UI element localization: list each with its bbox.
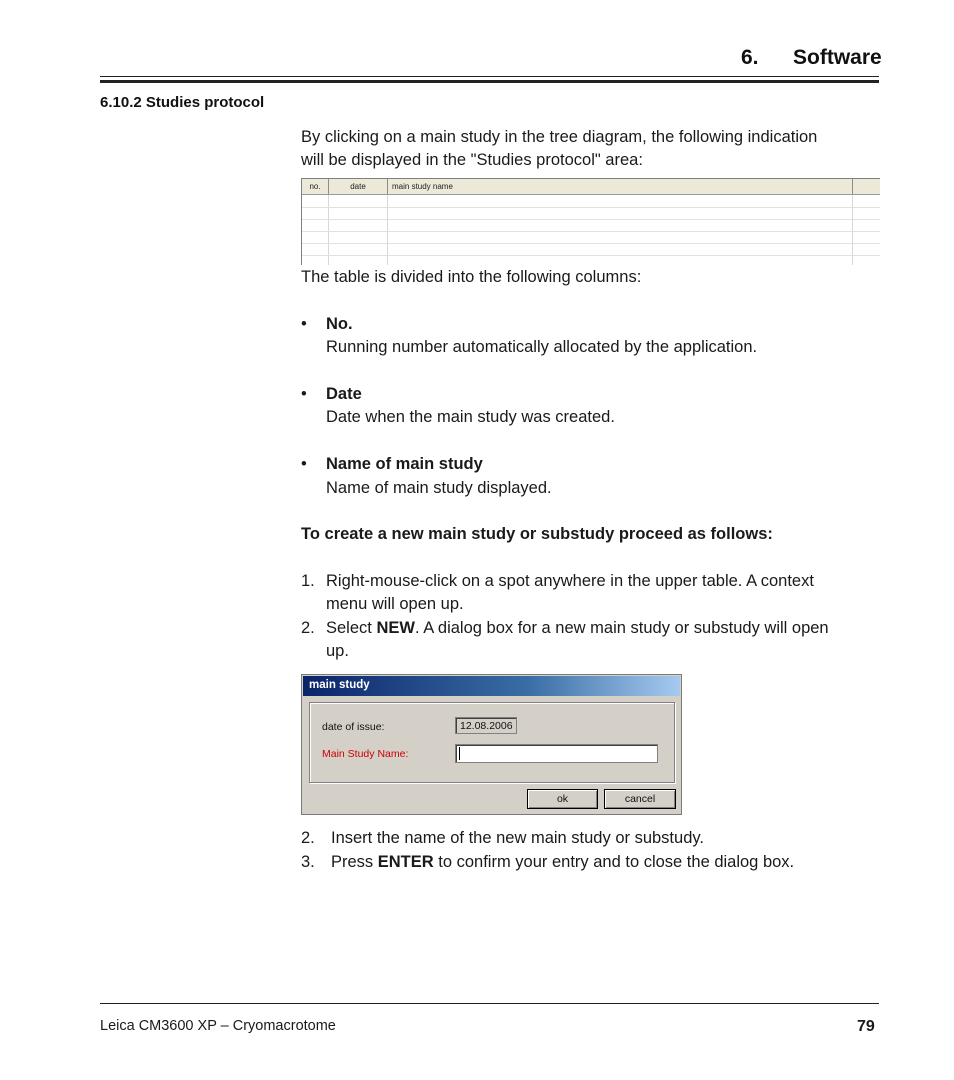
cancel-button[interactable]: cancel — [604, 789, 676, 809]
columns-intro: The table is divided into the following columns: — [301, 268, 642, 286]
bullet-title-name: Name of main study — [326, 455, 483, 473]
bullet-desc-no: Running number automatically allocated by the application. — [326, 338, 758, 356]
step-text — [331, 851, 879, 874]
intro-line-1: By clicking on a main study in the tree diagram, the following indication — [301, 128, 818, 146]
table-row[interactable] — [302, 219, 880, 220]
main-study-dialog — [301, 674, 682, 815]
date-of-issue-label: date of issue: — [322, 721, 385, 733]
main-study-name-label: Main Study Name: — [322, 748, 409, 760]
bullet-title-no: No. — [326, 315, 353, 333]
bullet-name: • — [301, 455, 307, 473]
step-keyword-new: NEW — [376, 619, 415, 637]
step-text-pre: Select — [326, 619, 377, 637]
step-text — [326, 617, 874, 663]
column-header-blank — [853, 179, 880, 194]
section-title: 6.10.2 Studies protocol — [100, 94, 265, 111]
dialog-field-group — [309, 702, 675, 783]
step-line: menu will open up. — [326, 595, 464, 613]
page-number: 79 — [857, 1018, 875, 1035]
dialog-title: main study — [309, 679, 370, 691]
footer-divider — [100, 1003, 879, 1004]
intro-paragraph — [301, 126, 881, 172]
chapter-title: Software — [793, 46, 882, 69]
footer-text: Leica CM3600 XP – Cryomacrotome — [100, 1018, 336, 1034]
step-text: Insert the name of the new main study or substudy. — [331, 829, 704, 847]
step-number: 2. — [301, 619, 315, 637]
bullet-date: • — [301, 385, 307, 403]
table-row[interactable] — [302, 255, 880, 256]
step-line: up. — [326, 642, 349, 660]
step-text-pre: Press — [331, 853, 378, 871]
step-text-post: to confirm your entry and to close the dialog box. — [433, 853, 795, 871]
step-text-post: . A dialog box for a new main study or substudy will open — [414, 619, 829, 637]
step-text — [326, 570, 874, 616]
column-header-no[interactable]: no. — [302, 179, 329, 194]
procedure-title: To create a new main study or substudy proceed as follows: — [301, 525, 773, 543]
ok-button[interactable]: ok — [527, 789, 598, 809]
column-header-main-study-name[interactable]: main study name — [388, 179, 853, 194]
bullet-no: • — [301, 315, 307, 333]
column-header-date[interactable]: date — [329, 179, 388, 194]
dialog-titlebar[interactable] — [303, 676, 680, 696]
step-number: 2. — [301, 829, 315, 847]
chapter-number: 6. — [741, 46, 759, 69]
step-number: 3. — [301, 853, 315, 871]
step-keyword-enter: ENTER — [377, 853, 434, 871]
text-caret — [459, 747, 460, 760]
table-row[interactable] — [302, 243, 880, 244]
header-divider-thin — [100, 76, 879, 77]
step-number: 1. — [301, 572, 315, 590]
bullet-desc-date: Date when the main study was created. — [326, 408, 615, 426]
table-row[interactable] — [302, 207, 880, 208]
studies-protocol-table[interactable] — [301, 178, 880, 265]
table-row[interactable] — [302, 231, 880, 232]
header-divider-thick — [100, 80, 879, 83]
bullet-desc-name: Name of main study displayed. — [326, 479, 552, 497]
step-line: Right-mouse-click on a spot anywhere in the upper table. A context — [326, 572, 814, 590]
bullet-title-date: Date — [326, 385, 362, 403]
table-header — [302, 179, 880, 195]
date-of-issue-field: 12.08.2006 — [455, 717, 517, 734]
intro-line-2: will be displayed in the "Studies protocol" area: — [301, 151, 643, 169]
main-study-name-input[interactable] — [455, 744, 658, 763]
